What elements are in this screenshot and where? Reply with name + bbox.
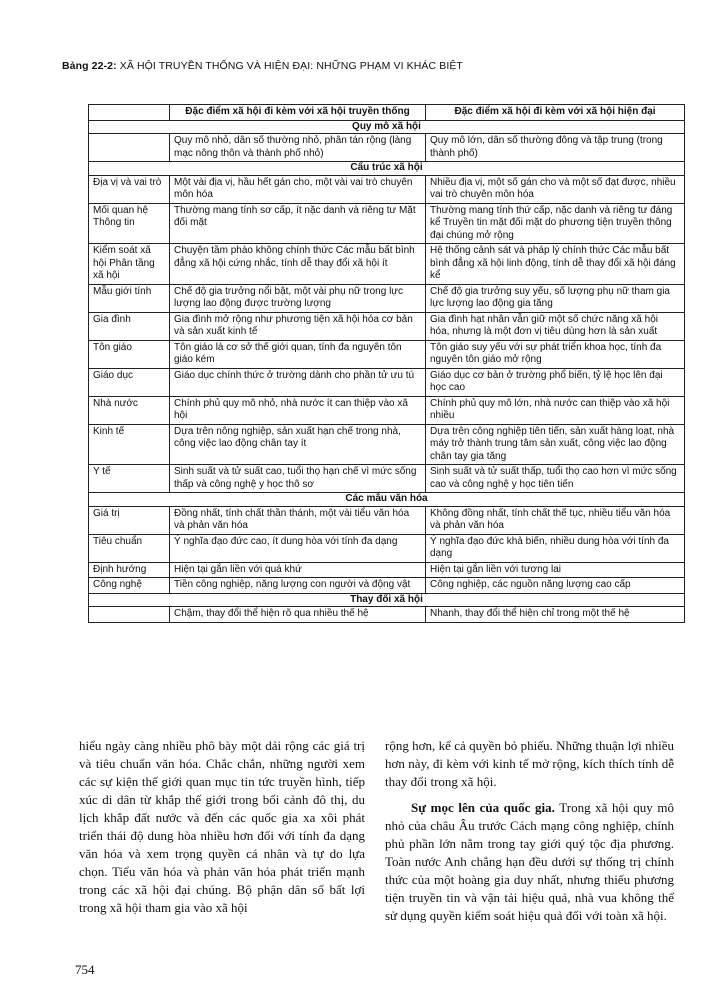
cell-traditional: Một vài địa vị, hầu hết gán cho, một vài vai trò chuyên môn hóa bbox=[170, 175, 426, 203]
table-row bbox=[89, 578, 685, 594]
table-row bbox=[89, 562, 685, 578]
cell-traditional: Dựa trên nông nghiệp, sản xuất hạn chế trong nhà, công việc lao động chân tay ít bbox=[170, 424, 426, 465]
cell-label: Định hướng bbox=[89, 562, 170, 578]
table-row bbox=[89, 424, 685, 465]
section-title: Các mẫu văn hóa bbox=[89, 493, 685, 507]
table-caption bbox=[62, 60, 662, 72]
cell-modern: Dựa trên công nghiệp tiên tiến, sản xuất hàng loạt, nhà máy trở thành trung tâm sản xuất, công việc lao động chân tay gia tăng bbox=[426, 424, 685, 465]
table-header-row bbox=[89, 105, 685, 121]
cell-modern: Sinh suất và tử suất thấp, tuổi thọ cao hơn vì mức sống cao và công nghệ y học tiên tiến bbox=[426, 465, 685, 493]
table-row bbox=[89, 506, 685, 534]
cell-label bbox=[89, 607, 170, 623]
cell-traditional: Ý nghĩa đạo đức cao, ít dung hòa với tính đa dạng bbox=[170, 534, 426, 562]
table-row bbox=[89, 175, 685, 203]
cell-modern: Nhiều địa vị, một số gán cho và một số đạt được, nhiều vai trò chuyên môn hóa bbox=[426, 175, 685, 203]
table-row bbox=[89, 396, 685, 424]
table-row bbox=[89, 368, 685, 396]
header-label bbox=[89, 105, 170, 121]
table-row bbox=[89, 284, 685, 312]
cell-label: Kinh tế bbox=[89, 424, 170, 465]
table-row bbox=[89, 534, 685, 562]
table-row bbox=[89, 607, 685, 623]
cell-traditional: Đồng nhất, tính chất thần thánh, một vài tiểu văn hóa và phản văn hóa bbox=[170, 506, 426, 534]
cell-traditional: Sinh suất và tử suất cao, tuổi thọ hạn chế vì mức sống thấp và công nghệ y học thô sơ bbox=[170, 465, 426, 493]
section-title: Quy mô xã hội bbox=[89, 120, 685, 134]
cell-label: Tôn giáo bbox=[89, 340, 170, 368]
cell-modern: Gia đình hạt nhân vẫn giữ một số chức năng xã hội hóa, nhưng là một đơn vị tiêu dùng hơn là sản xuất bbox=[426, 312, 685, 340]
header-modern: Đặc điểm xã hội đi kèm với xã hội hiện đại bbox=[426, 105, 685, 121]
cell-label: Kiểm soát xã hội Phân tầng xã hội bbox=[89, 244, 170, 285]
cell-modern: Hệ thống cảnh sát và pháp lý chính thức Các mẫu bất bình đẳng xã hội linh động, tính dễ thay đổi xã hội đáng kể bbox=[426, 244, 685, 285]
cell-modern: Hiện tại gắn liền với tương lai bbox=[426, 562, 685, 578]
section-row bbox=[89, 120, 685, 134]
section-heading: Sự mọc lên của quốc gia. bbox=[411, 800, 555, 815]
header-traditional: Đặc điểm xã hội đi kèm với xã hội truyền thống bbox=[170, 105, 426, 121]
cell-label: Mối quan hệ Thông tin bbox=[89, 203, 170, 244]
body-column-right bbox=[385, 737, 674, 925]
caption-number: Bảng 22-2: bbox=[62, 60, 117, 72]
comparison-table bbox=[88, 104, 685, 623]
cell-label: Mẫu giới tính bbox=[89, 284, 170, 312]
cell-modern: Chế độ gia trưởng suy yếu, số lượng phụ nữ tham gia lực lượng lao động gia tăng bbox=[426, 284, 685, 312]
cell-traditional: Chế độ gia trưởng nổi bật, một vài phụ nữ trong lực lượng lao động được trường lượng bbox=[170, 284, 426, 312]
body-paragraph-1: rộng hơn, kể cả quyền bỏ phiếu. Những thuận lợi nhiều hơn này, đi kèm với kinh tế mở rộng, kích thích tính dễ thay đổi trong xã hội. bbox=[385, 738, 674, 789]
cell-traditional: Chính phủ quy mô nhỏ, nhà nước ít can thiệp vào xã hội bbox=[170, 396, 426, 424]
cell-traditional: Gia đình mở rộng như phương tiện xã hội hóa cơ bản và sản xuất kinh tế bbox=[170, 312, 426, 340]
section-row bbox=[89, 593, 685, 607]
section-title: Cấu trúc xã hội bbox=[89, 162, 685, 176]
cell-label bbox=[89, 134, 170, 162]
body-column-left bbox=[79, 737, 365, 917]
cell-modern: Thường mang tính thứ cấp, nặc danh và riêng tư đáng kể Truyền tin mặt đối mặt do phương tiện truyền thông đại chúng mở rộng bbox=[426, 203, 685, 244]
table-row bbox=[89, 134, 685, 162]
cell-traditional: Tôn giáo là cơ sở thế giới quan, tính đa nguyên tôn giáo kém bbox=[170, 340, 426, 368]
page-number: 754 bbox=[75, 962, 95, 977]
cell-traditional: Giáo dục chính thức ở trường dành cho phần tử ưu tú bbox=[170, 368, 426, 396]
cell-modern: Giáo dục cơ bản ở trường phổ biến, tỷ lệ học lên đại học cao bbox=[426, 368, 685, 396]
cell-label: Y tế bbox=[89, 465, 170, 493]
section-row bbox=[89, 493, 685, 507]
cell-label: Địa vị và vai trò bbox=[89, 175, 170, 203]
body-paragraph-2-text: Trong xã hội quy mô nhỏ của châu Âu trước Cách mạng công nghiệp, chính phủ phần lớn nằm trong tay giới quý tộc địa phương. Toàn nước Anh chẳng hạn đều dưới sự thống trị chính thức của một hoàng gia duy nhất, nhưng thiếu phương tiện truyền tin và vận tải hiệu quả, nhà vua không thể sử dụng quyền kiểm soát hiệu quả đối với toàn xã hội. bbox=[385, 800, 674, 923]
cell-modern: Ý nghĩa đạo đức khả biến, nhiều dung hòa với tính đa dạng bbox=[426, 534, 685, 562]
cell-traditional: Hiện tại gắn liền với quá khứ bbox=[170, 562, 426, 578]
table-row bbox=[89, 465, 685, 493]
cell-modern: Công nghiệp, các nguồn năng lượng cao cấp bbox=[426, 578, 685, 594]
cell-traditional: Tiền công nghiệp, năng lượng con người và động vật bbox=[170, 578, 426, 594]
cell-traditional: Chậm, thay đổi thể hiện rõ qua nhiều thế hệ bbox=[170, 607, 426, 623]
table-row bbox=[89, 244, 685, 285]
cell-traditional: Quy mô nhỏ, dân số thường nhỏ, phân tán rộng (làng mạc nông thôn và thành phố nhỏ) bbox=[170, 134, 426, 162]
cell-traditional: Thường mang tính sơ cấp, ít nặc danh và riêng tư Mặt đối mặt bbox=[170, 203, 426, 244]
body-paragraph-2 bbox=[385, 799, 674, 925]
cell-traditional: Chuyện tầm phào không chính thức Các mẫu bất bình đẳng xã hội cứng nhắc, tính dễ thay đổi xã hội ít bbox=[170, 244, 426, 285]
cell-label: Giáo dục bbox=[89, 368, 170, 396]
cell-label: Tiêu chuẩn bbox=[89, 534, 170, 562]
caption-title: XÃ HỘI TRUYỀN THỐNG VÀ HIỆN ĐẠI: NHỮNG PHẠM VI KHÁC BIỆT bbox=[119, 60, 463, 72]
table-row bbox=[89, 203, 685, 244]
table-row bbox=[89, 312, 685, 340]
cell-modern: Nhanh, thay đổi thể hiện chỉ trong một thế hệ bbox=[426, 607, 685, 623]
cell-modern: Chính phủ quy mô lớn, nhà nước can thiệp vào xã hội nhiều bbox=[426, 396, 685, 424]
table-row bbox=[89, 340, 685, 368]
cell-modern: Tôn giáo suy yếu với sự phát triển khoa học, tính đa nguyên tôn giáo mở rộng bbox=[426, 340, 685, 368]
cell-modern: Quy mô lớn, dân số thường đông và tập trung (trong thành phố) bbox=[426, 134, 685, 162]
cell-modern: Không đồng nhất, tính chất thế tục, nhiều tiểu văn hóa và phản văn hóa bbox=[426, 506, 685, 534]
cell-label: Gia đình bbox=[89, 312, 170, 340]
body-text-left: hiểu ngày càng nhiều phô bày một dải rộng các giá trị và tiêu chuẩn văn hóa. Chắc chắn, những người xem các sự kiện thế giới quan mục tin tức truyền hình, tiếp xúc di dân từ khắp thế giới trong bối cảnh đô thị, du lịch khắp đất nước và đến các quốc gia xa xôi phát triển thái độ dung hòa nhiều hơn đối với tính đa dạng văn hóa và xem trọng quyền cá nhân và tự do lựa chọn. Tiểu văn hóa và phản văn hóa phát triển mạnh trong các xã hội đại chúng. Bộ phận dân số bất lợi trong xã hội tham gia vào xã hội bbox=[79, 738, 365, 915]
cell-label: Công nghệ bbox=[89, 578, 170, 594]
section-title: Thay đổi xã hội bbox=[89, 593, 685, 607]
cell-label: Nhà nước bbox=[89, 396, 170, 424]
section-row bbox=[89, 162, 685, 176]
cell-label: Giá trị bbox=[89, 506, 170, 534]
